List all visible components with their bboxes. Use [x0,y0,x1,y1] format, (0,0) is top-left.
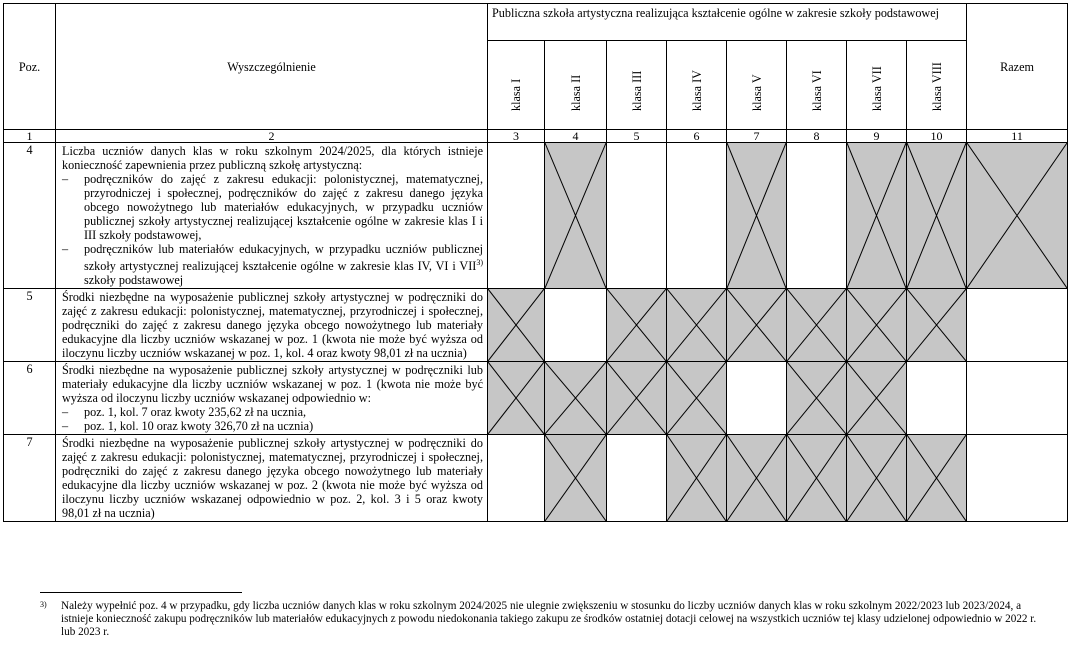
column-number: 9 [847,130,907,143]
cross-mark-icon [667,362,726,434]
header-class-2: klasa II [545,41,607,130]
header-class-8: klasa VIII [907,41,967,130]
header-class-1: klasa I [488,41,545,130]
cross-mark-icon [727,143,786,288]
row-intro: Środki niezbędne na wyposażenie publicznej szkoły artystycznej w podręczniki lub materiały edukacyjne dla liczby uczniów wskazanej w poz. 1 (kwota nie może być wyższa od iloczynu liczby uczniów wskazanej odpowiednio w: [62,363,483,406]
entry-cell[interactable] [727,362,787,435]
crossed-out-cell [847,362,907,435]
crossed-out-cell [847,289,907,362]
header-poz: Poz. [4,4,56,130]
cross-mark-icon [787,435,846,521]
row-bullet: – poz. 1, kol. 10 oraz kwoty 326,70 zł na ucznia) [62,419,483,433]
entry-cell[interactable] [545,289,607,362]
cross-mark-icon [727,289,786,361]
entry-cell[interactable] [488,143,545,289]
crossed-out-cell [607,362,667,435]
crossed-out-cell [727,143,787,289]
row-description [56,435,488,522]
column-number: 3 [488,130,545,143]
header-razem: Razem [967,4,1068,130]
cross-mark-icon [907,435,966,521]
crossed-out-cell [907,435,967,522]
table-row [4,362,1068,435]
cross-mark-icon [847,362,906,434]
cross-mark-icon [667,289,726,361]
column-numbers-row [4,130,1068,143]
crossed-out-cell [667,362,727,435]
column-number: 10 [907,130,967,143]
crossed-out-cell [667,435,727,522]
crossed-out-cell [967,143,1068,289]
header-class-4: klasa IV [667,41,727,130]
header-class-7: klasa VII [847,41,907,130]
column-number: 5 [607,130,667,143]
cross-mark-icon [727,435,786,521]
crossed-out-cell [488,289,545,362]
crossed-out-cell [907,143,967,289]
row-text: Środki niezbędne na wyposażenie publicznej szkoły artystycznej w podręczniki do zajęć z zakresu edukacji: polonistycznej, matematycznej, przyrodniczej i społecznej, podręczniki do zajęć z zakresu danego języka obcego nowożytnego lub materiały edukacyjne dla liczby uczniów wskazanej w poz. 1 (kwota nie może być wyższa od iloczynu liczby uczniów wskazanej w poz. 1, kol. 4 oraz kwoty 98,01 zł na ucznia) [62,290,483,361]
table-row [4,435,1068,522]
row-intro: Liczba uczniów danych klas w roku szkolnym 2024/2025, dla których istnieje konieczność zapewnienia przez publiczną szkołę artystyczną: [62,144,483,172]
column-number: 7 [727,130,787,143]
column-number: 8 [787,130,847,143]
crossed-out-cell [727,289,787,362]
entry-cell[interactable] [967,435,1068,522]
header-class-3: klasa III [607,41,667,130]
cross-mark-icon [967,143,1067,288]
crossed-out-cell [727,435,787,522]
crossed-out-cell [787,289,847,362]
row-bullet: – podręczników lub materiałów edukacyjnych, w przypadku uczniów publicznej szkoły artystycznej realizującej kształcenie ogólne w zakresie klas IV, VI i VII$^{3)}$ szkoły podstawowej [62,242,483,287]
entry-cell[interactable] [787,143,847,289]
crossed-out-cell [545,435,607,522]
crossed-out-cell [847,435,907,522]
cross-mark-icon [667,435,726,521]
entry-cell[interactable] [967,289,1068,362]
cross-mark-icon [545,143,606,288]
footnote-text: Należy wypełnić poz. 4 w przypadku, gdy liczba uczniów danych klas w roku szkolnym 2024/2025 nie ulegnie zwiększeniu w stosunku do liczby uczniów danych klas w roku szkolnym 2022/2023 lub 2023/2024, a istnieje konieczność zakupu podręczników lub materiałów edukacyjnych z powodu niedokonania takiego zakupu ze środków ostatniej dotacji celowej na wszystkich uczniów tej klasy udzielonej odpowiednio w 2022 r. lub 2023 r. [61,600,1037,638]
crossed-out-cell [545,362,607,435]
crossed-out-cell [787,435,847,522]
row-position: 7 [4,435,56,522]
row-bullet: – podręczników do zajęć z zakresu edukacji: polonistycznej, matematycznej, przyrodniczej i społecznej, podręczników do zajęć z zakresu danego języka obcego nowożytnego lub materiałów edukacyjnych, w przypadku uczniów publicznej szkoły artystycznej realizującej kształcenie ogólne w zakresie klas I i III szkoły podstawowej, [62,172,483,242]
cross-mark-icon [847,143,906,288]
crossed-out-cell [847,143,907,289]
footnote-ref: 3) [476,258,483,267]
header-class-6: klasa VI [787,41,847,130]
row-position: 5 [4,289,56,362]
cross-mark-icon [607,289,666,361]
row-position: 4 [4,143,56,289]
row-description [56,362,488,435]
row-text: Środki niezbędne na wyposażenie publicznej szkoły artystycznej w podręczniki do zajęć z zakresu edukacji: polonistycznej, matematycznej, przyrodniczej i społecznej, podręczniki do zajęć z zakresu danego języka obcego nowożytnego lub materiały edukacyjne dla liczby uczniów wskazanej w poz. 2 (kwota nie może być wyższa od iloczynu liczby uczniów wskazanej odpowiednio w poz. 2, kol. 3 i 5 oraz kwoty 98,01 zł na ucznia) [62,436,483,521]
cross-mark-icon [907,289,966,361]
header-class-5: klasa V [727,41,787,130]
crossed-out-cell [667,289,727,362]
row-description [56,143,488,289]
footnote [40,600,1040,639]
cross-mark-icon [488,289,544,361]
cross-mark-icon [907,143,966,288]
footnote-marker: 3) [40,600,47,609]
crossed-out-cell [907,289,967,362]
column-number: 11 [967,130,1068,143]
cross-mark-icon [607,362,666,434]
footnote-separator [40,592,242,593]
table-row [4,143,1068,289]
cross-mark-icon [787,289,846,361]
entry-cell[interactable] [667,143,727,289]
cross-mark-icon [545,362,606,434]
cross-mark-icon [488,362,544,434]
cross-mark-icon [847,435,906,521]
cross-mark-icon [545,435,606,521]
column-number: 1 [4,130,56,143]
column-number: 2 [56,130,488,143]
table-row [4,289,1068,362]
crossed-out-cell [545,143,607,289]
column-number: 6 [667,130,727,143]
row-description [56,289,488,362]
entry-cell[interactable] [907,362,967,435]
entry-cell[interactable] [607,143,667,289]
crossed-out-cell [607,289,667,362]
row-position: 6 [4,362,56,435]
header-wyszczegolnienie: Wyszczególnienie [56,4,488,130]
cross-mark-icon [787,362,846,434]
entry-cell[interactable] [967,362,1068,435]
entry-cell[interactable] [607,435,667,522]
row-bullet: – poz. 1, kol. 7 oraz kwoty 235,62 zł na ucznia, [62,405,483,419]
header-group-title: Publiczna szkoła artystyczna realizująca kształcenie ogólne w zakresie szkoły podstawowej [488,4,967,41]
allocation-table [3,3,1068,522]
entry-cell[interactable] [488,435,545,522]
column-number: 4 [545,130,607,143]
crossed-out-cell [488,362,545,435]
crossed-out-cell [787,362,847,435]
cross-mark-icon [847,289,906,361]
